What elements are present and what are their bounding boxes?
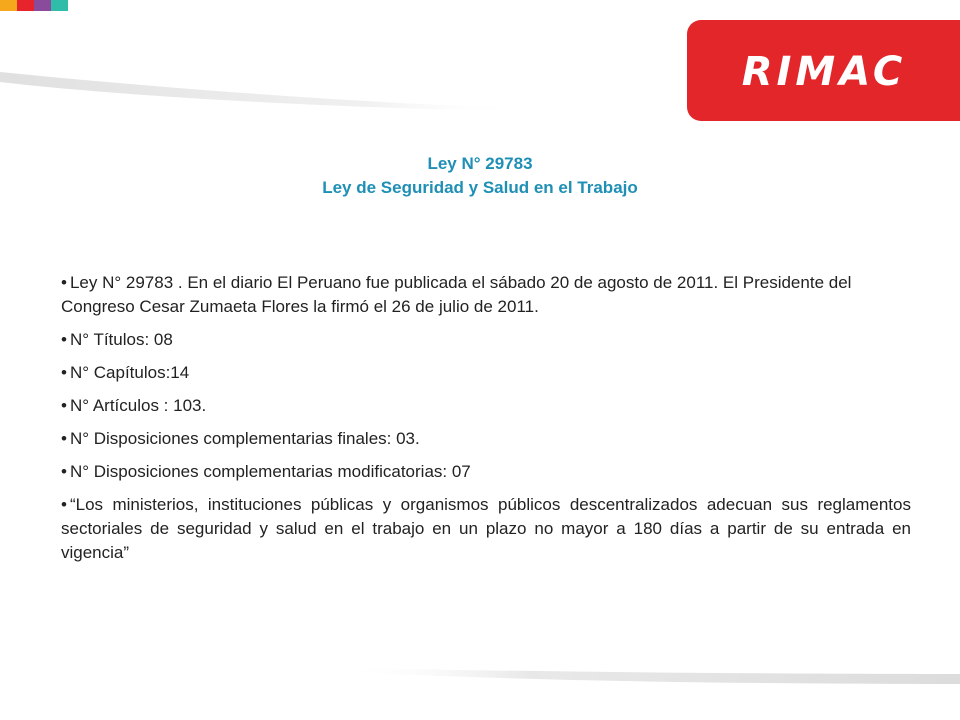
- top-swoosh: [0, 72, 520, 111]
- color-square-teal: [51, 0, 68, 11]
- list-item: [61, 394, 911, 418]
- list-item: [61, 361, 911, 385]
- bullet-text: N° Artículos : 103.: [69, 396, 207, 415]
- bullet-text: “Los ministerios, instituciones públicas y organismos públicos descentralizados adecuan sus reglamentos sectoriales de seguridad y salud en el trabajo en un plazo no mayor a 180 días a partir de su entrada en vigencia”: [61, 495, 911, 562]
- corner-color-squares: [0, 0, 68, 11]
- bullet-marker: •: [61, 396, 67, 415]
- page-title: Ley N° 29783: [427, 154, 533, 173]
- list-item: [61, 493, 911, 565]
- bullet-marker: •: [61, 495, 67, 514]
- color-square-orange: [0, 0, 17, 11]
- bullet-marker: •: [61, 462, 67, 481]
- color-square-red: [17, 0, 34, 11]
- list-item: [61, 328, 911, 352]
- list-item: [61, 271, 911, 319]
- bullet-text: Ley N° 29783 . En el diario El Peruano fue publicada el sábado 20 de agosto de 2011. El Presidente del Congreso Cesar Zumaeta Flores la firmó el 26 de julio de 2011.: [61, 273, 852, 316]
- bullet-text: N° Capítulos:14: [69, 363, 190, 382]
- rimac-logo: [687, 20, 960, 121]
- bullet-text: N° Disposiciones complementarias finales: 03.: [69, 429, 420, 448]
- title-block: [0, 152, 960, 200]
- bullet-text: N° Títulos: 08: [69, 330, 173, 349]
- bullet-marker: •: [61, 273, 67, 292]
- bullet-marker: •: [61, 429, 67, 448]
- color-square-purple: [34, 0, 51, 11]
- bullet-marker: •: [61, 363, 67, 382]
- bullet-text: N° Disposiciones complementarias modificatorias: 07: [69, 462, 471, 481]
- list-item: [61, 427, 911, 451]
- rimac-logo-icon: [719, 47, 929, 95]
- bullet-list: [61, 271, 911, 574]
- page-subtitle: Ley de Seguridad y Salud en el Trabajo: [322, 178, 638, 197]
- bottom-swoosh: [340, 668, 960, 684]
- rimac-logo-text: RIMAC: [741, 48, 906, 95]
- list-item: [61, 460, 911, 484]
- bullet-marker: •: [61, 330, 67, 349]
